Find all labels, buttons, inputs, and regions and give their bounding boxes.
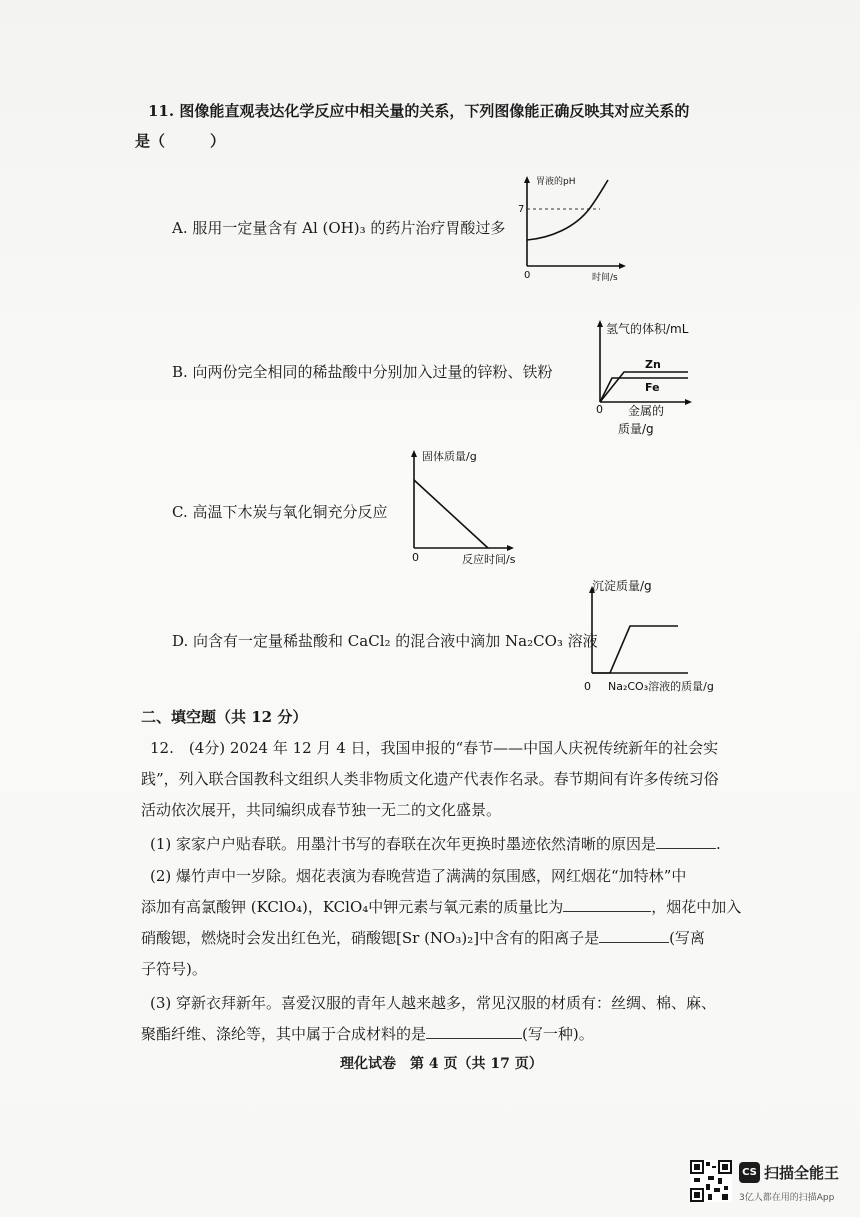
camscanner-logo-icon: CS [739, 1162, 760, 1183]
graph-a-curve [527, 180, 608, 240]
q12-intro-1: 12. (4分) 2024 年 12 月 4 日，我国申报的“春节——中国人庆祝传统新年的社会实 [150, 739, 719, 757]
q12-part-2-text-b: ，烟花中加入 [651, 898, 742, 916]
q11-line-1: 11. 图像能直观表达化学反应中相关量的关系，下列图像能正确反映其对应关系的 [148, 102, 690, 120]
q12-part-1-end: . [716, 835, 721, 853]
q12-part-2-text-a: 添加有高氯酸钾 (KClO₄)，KClO₄中钾元素与氧元素的质量比为 [141, 898, 564, 916]
option-b-text: B. 向两份完全相同的稀盐酸中分别加入过量的锌粉、铁粉 [172, 363, 553, 381]
graph-b-y-arrow [597, 320, 603, 327]
graph-a-y-arrow [524, 176, 530, 183]
q12-part-3-text-b: (写一种)。 [522, 1025, 594, 1043]
q12-part-2-line-4: 子符号)。 [141, 960, 207, 978]
graph-b [590, 316, 710, 436]
q12-intro-3: 活动依次展开，共同编织成春节独一无二的文化盛景。 [141, 801, 502, 819]
graph-b-origin: 0 [596, 403, 603, 416]
graph-c-ylabel: 固体质量/g [422, 450, 477, 463]
q12-part-2-text-d: (写离 [669, 929, 705, 947]
graph-b-ylabel: 氢气的体积/mL [606, 322, 689, 336]
graph-a-ref-label: 7 [518, 204, 525, 215]
graph-b-x-arrow [685, 399, 692, 405]
graph-b-xlabel-1: 金属的 [628, 404, 665, 418]
q12-part-2-line-2 [141, 897, 741, 917]
q12-part-3-line-1: (3) 穿新衣拜新年。喜爱汉服的青年人越来越多，常见汉服的材质有：丝绸、棉、麻、 [150, 994, 717, 1012]
graph-d-xlabel: Na₂CO₃溶液的质量/g [608, 680, 714, 693]
answer-blank-2[interactable] [563, 897, 651, 912]
graph-a-x-arrow [619, 263, 626, 269]
section-2-title: 二、填空题（共 12 分） [141, 708, 308, 726]
q12-part-3-line-2 [141, 1024, 741, 1044]
answer-blank-3[interactable] [599, 928, 669, 943]
graph-d [578, 578, 738, 698]
graph-d-line [592, 626, 678, 673]
page-footer: 理化试卷 第 4 页（共 17 页） [340, 1056, 543, 1072]
graph-c-xlabel: 反应时间/s [462, 553, 516, 566]
answer-blank-4[interactable] [426, 1024, 522, 1039]
graph-a [510, 172, 640, 282]
q12-part-2-line-1: (2) 爆竹声中一岁除。烟花表演为春晚营造了满满的氛围感，网红烟花“加特林”中 [150, 867, 687, 885]
option-c-text: C. 高温下木炭与氧化铜充分反应 [172, 503, 388, 521]
graph-c-x-arrow [507, 545, 514, 551]
graph-a-xlabel: 时间/s [592, 273, 618, 283]
graph-a-origin: 0 [524, 270, 531, 281]
scanner-app-subtitle: 3亿人都在用的扫描App [739, 1193, 835, 1203]
answer-blank-1[interactable] [656, 834, 716, 849]
q12-intro-2: 践”，列入联合国教科文组织人类非物质文化遗产代表作名录。春节期间有许多传统习俗 [141, 770, 719, 788]
q11-line-2: 是（ ） [135, 132, 226, 150]
graph-c-line [414, 480, 488, 548]
graph-c [404, 446, 534, 568]
graph-b-series-fe: Fe [645, 381, 660, 394]
q12-part-1-text: (1) 家家户户贴春联。用墨汁书写的春联在次年更换时墨迹依然清晰的原因是 [150, 835, 657, 853]
graph-d-origin: 0 [584, 680, 591, 693]
graph-b-fe-line [600, 378, 688, 402]
graph-a-ylabel: 胃液的pH [536, 177, 576, 187]
q12-part-1 [150, 834, 750, 854]
graph-b-xlabel-2: 质量/g [618, 422, 654, 436]
qr-code-icon [690, 1160, 732, 1202]
graph-c-y-arrow [411, 450, 417, 457]
graph-d-ylabel: 沉淀质量/g [592, 579, 652, 593]
q12-part-2-line-3 [141, 928, 741, 948]
scanner-app-title: 扫描全能王 [764, 1164, 840, 1182]
q12-part-2-text-c: 硝酸锶，燃烧时会发出红色光，硝酸锶[Sr (NO₃)₂]中含有的阳离子是 [141, 929, 600, 947]
graph-b-zn-line [600, 372, 688, 402]
option-d-text: D. 向含有一定量稀盐酸和 CaCl₂ 的混合液中滴加 Na₂CO₃ 溶液 [172, 632, 598, 650]
q12-part-3-text-a: 聚酯纤维、涤纶等，其中属于合成材料的是 [141, 1025, 427, 1043]
graph-c-origin: 0 [412, 551, 419, 564]
graph-b-series-zn: Zn [645, 358, 661, 371]
option-a-text: A. 服用一定量含有 Al (OH)₃ 的药片治疗胃酸过多 [172, 219, 506, 237]
